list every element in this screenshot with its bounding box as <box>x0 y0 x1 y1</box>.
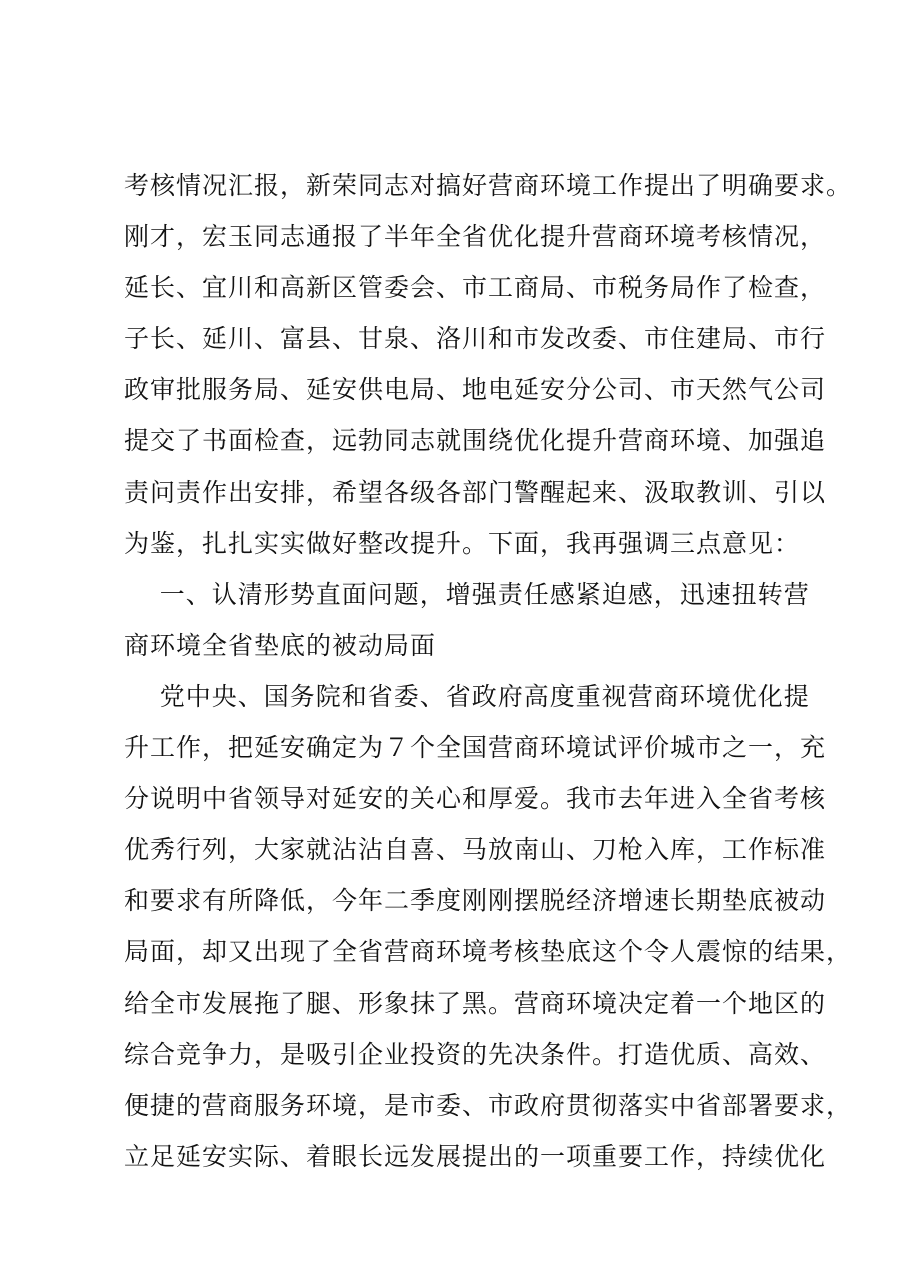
text-line: 局面，却又出现了全省营商环境考核垫底这个令人震惊的结果， <box>124 937 853 967</box>
text-line: 刚才，宏玉同志通报了半年全省优化提升营商环境考核情况， <box>124 222 827 252</box>
text-line: 政审批服务局、延安供电局、地电延安分公司、市天然气公司 <box>124 375 827 405</box>
text-line: 考核情况汇报，新荣同志对搞好营商环境工作提出了明确要求。 <box>124 171 853 200</box>
text-line: 综合竞争力，是吸引企业投资的先决条件。打造优质、高效、 <box>124 1039 827 1069</box>
text-line: 子长、延川、富县、甘泉、洛川和市发改委、市住建局、市行 <box>124 324 827 354</box>
section-heading-line: 商环境全省垫底的被动局面 <box>124 630 437 660</box>
text-line: 提交了书面检查，远勃同志就围绕优化提升营商环境、加强追 <box>124 426 827 456</box>
text-line: 优秀行列，大家就沾沾自喜、马放南山、刀枪入库，工作标准 <box>124 835 827 865</box>
text-line: 党中央、国务院和省委、省政府高度重视营商环境优化提 <box>124 681 810 711</box>
text-line: 和要求有所降低，今年二季度刚刚摆脱经济增速长期垫底被动 <box>124 886 827 916</box>
text-line: 立足延安实际、着眼长远发展提出的一项重要工作，持续优化 <box>124 1141 827 1171</box>
section-heading-line: 一、认清形势直面问题，增强责任感紧迫感，迅速扭转营 <box>124 579 810 609</box>
text-line: 为鉴，扎扎实实做好整改提升。下面，我再强调三点意见： <box>124 528 801 558</box>
text-line: 分说明中省领导对延安的关心和厚爱。我市去年进入全省考核 <box>124 784 827 814</box>
text-line: 便捷的营商服务环境，是市委、市政府贯彻落实中省部署要求， <box>124 1090 853 1120</box>
text-line: 给全市发展拖了腿、形象抹了黑。营商环境决定着一个地区的 <box>124 988 827 1018</box>
text-line: 责问责作出安排，希望各级各部门警醒起来、汲取教训、引以 <box>124 477 827 507</box>
document-body <box>124 160 853 1182</box>
text-line: 延长、宜川和高新区管委会、市工商局、市税务局作了检查， <box>124 273 827 303</box>
text-line: 升工作，把延安确定为７个全国营商环境试评价城市之一，充 <box>124 733 827 763</box>
